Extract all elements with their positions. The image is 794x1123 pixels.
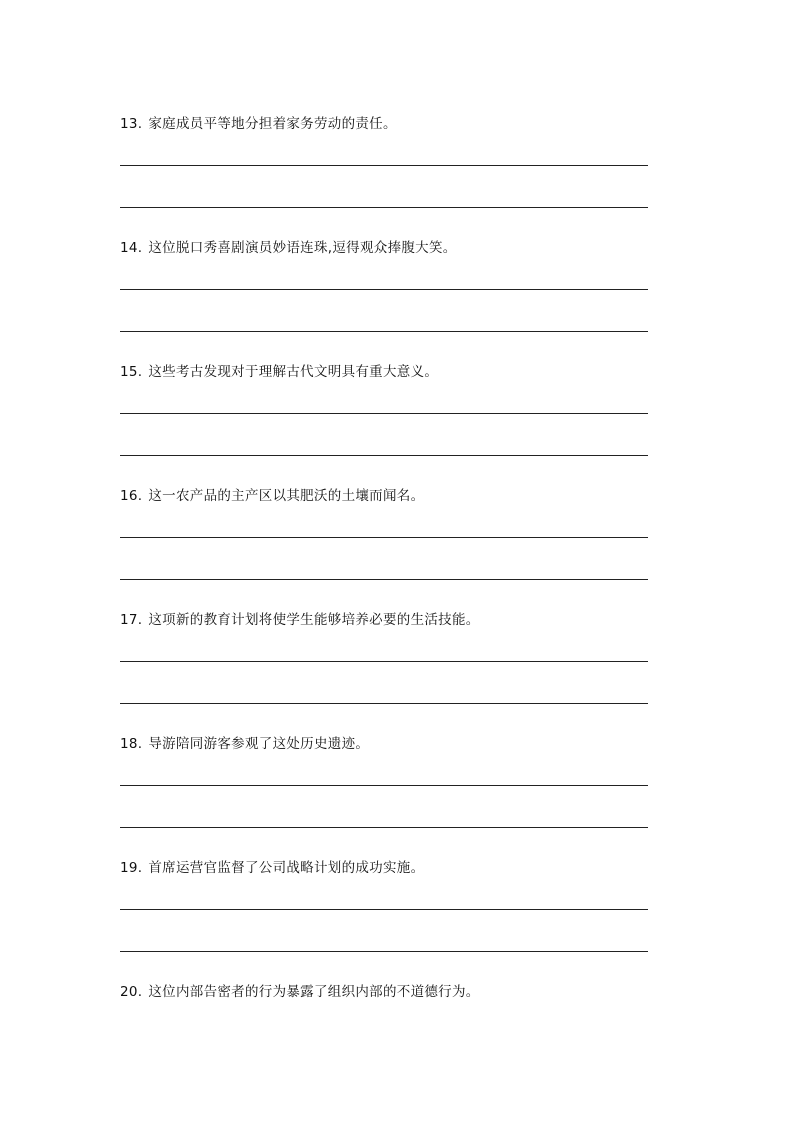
question-sentence: 这位内部告密者的行为暴露了组织内部的不道德行为。 <box>148 984 480 1000</box>
answer-line[interactable] <box>120 703 648 704</box>
question-number: 14. <box>120 240 143 256</box>
question-text <box>120 487 424 505</box>
question-text <box>120 859 424 877</box>
question-number: 15. <box>120 364 143 380</box>
question-text <box>120 363 438 381</box>
answer-line[interactable] <box>120 413 648 414</box>
question-number: 19. <box>120 860 143 876</box>
question-text <box>120 611 480 629</box>
question-sentence: 这项新的教育计划将使学生能够培养必要的生活技能。 <box>148 612 480 628</box>
answer-line[interactable] <box>120 537 648 538</box>
question-sentence: 首席运营官监督了公司战略计划的成功实施。 <box>148 860 425 876</box>
question-text <box>120 983 480 1001</box>
question-number: 17. <box>120 612 143 628</box>
answer-line[interactable] <box>120 579 648 580</box>
answer-line[interactable] <box>120 785 648 786</box>
answer-line[interactable] <box>120 165 648 166</box>
answer-line[interactable] <box>120 951 648 952</box>
answer-line[interactable] <box>120 455 648 456</box>
question-text <box>120 115 397 133</box>
question-number: 20. <box>120 984 143 1000</box>
question-sentence: 这位脱口秀喜剧演员妙语连珠,逗得观众捧腹大笑。 <box>148 240 457 256</box>
question-sentence: 家庭成员平等地分担着家务劳动的责任。 <box>148 116 397 132</box>
question-text <box>120 239 457 257</box>
answer-line[interactable] <box>120 331 648 332</box>
answer-line[interactable] <box>120 661 648 662</box>
question-number: 18. <box>120 736 143 752</box>
answer-line[interactable] <box>120 207 648 208</box>
question-text <box>120 735 369 753</box>
question-number: 16. <box>120 488 143 504</box>
answer-line[interactable] <box>120 909 648 910</box>
question-sentence: 导游陪同游客参观了这处历史遗迹。 <box>148 736 370 752</box>
question-sentence: 这一农产品的主产区以其肥沃的土壤而闻名。 <box>148 488 425 504</box>
question-number: 13. <box>120 116 143 132</box>
question-sentence: 这些考古发现对于理解古代文明具有重大意义。 <box>148 364 439 380</box>
answer-line[interactable] <box>120 827 648 828</box>
answer-line[interactable] <box>120 289 648 290</box>
